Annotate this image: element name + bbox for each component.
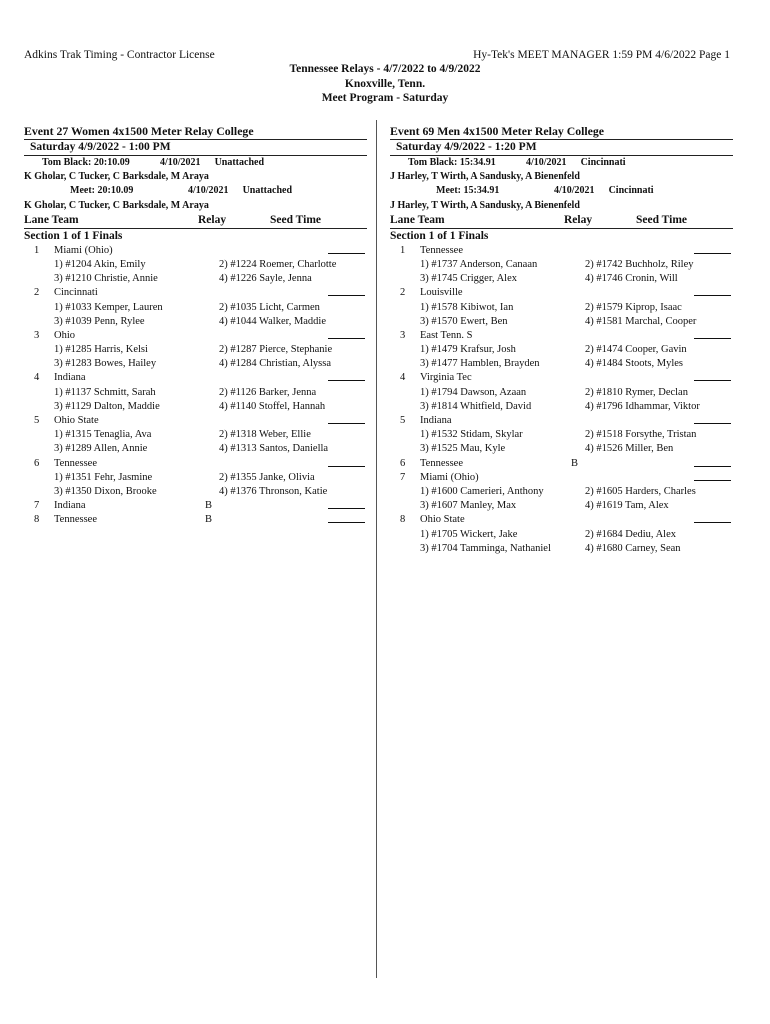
- meet-program: Meet Program - Saturday: [321, 92, 449, 104]
- athlete-leg: 3) #1129 Dalton, Maddie: [54, 400, 160, 412]
- athlete-leg: 3) #1210 Christie, Annie: [54, 273, 158, 285]
- record-label-time: [42, 156, 160, 170]
- team-name: Tennessee: [54, 514, 97, 526]
- meet-title: Tennessee Relays - 4/7/2022 to 4/9/2022: [289, 63, 481, 75]
- event-title: Event 69 Men 4x1500 Meter Relay College: [390, 124, 733, 140]
- seed-time-blank: [328, 508, 365, 509]
- athlete-leg: 1) #1315 Tenaglia, Ava: [54, 429, 152, 441]
- team-name: Indiana: [420, 415, 452, 426]
- lane-number: 4: [400, 372, 406, 384]
- athlete-row: [390, 315, 733, 329]
- relay-header: Relay: [198, 213, 227, 226]
- lane-number: 1: [400, 244, 406, 256]
- athlete-leg: 4) #1526 Miller, Ben: [585, 443, 674, 455]
- entry-row: [390, 286, 733, 300]
- seed-time-blank: [328, 423, 365, 424]
- seed-time-header: Seed Time: [636, 213, 688, 226]
- column-headers: [24, 213, 367, 229]
- athlete-leg: 1) #1204 Akin, Emily: [54, 258, 146, 270]
- record-label-time: [436, 184, 554, 198]
- seed-time-blank: [328, 338, 365, 339]
- seed-time-blank: [694, 380, 731, 381]
- event-column: [390, 124, 733, 556]
- software-timestamp: Hy-Tek's MEET MANAGER 1:59 PM 4/6/2022 Page 1: [473, 49, 730, 61]
- record-line: [390, 184, 733, 198]
- athlete-leg: 1) #1532 Stidam, Skylar: [420, 429, 523, 441]
- seed-time-blank: [328, 295, 365, 296]
- athlete-row: [390, 542, 733, 556]
- athlete-row: [24, 471, 367, 485]
- athlete-row: [390, 357, 733, 371]
- athlete-row: [24, 428, 367, 442]
- entry-row: [390, 457, 733, 471]
- athlete-leg: 1) #1033 Kemper, Lauren: [54, 301, 163, 313]
- record-line: [24, 184, 367, 198]
- record-label: Tom Black:: [408, 157, 458, 168]
- record-label: Meet:: [436, 185, 461, 197]
- athlete-leg: 2) #1126 Barker, Jenna: [219, 386, 317, 398]
- athlete-leg: 3) #1570 Ewert, Ben: [420, 315, 508, 327]
- athlete-leg: 1) #1285 Harris, Kelsi: [54, 344, 148, 356]
- license-text: Adkins Trak Timing - Contractor License: [24, 49, 215, 61]
- entry-row: [390, 414, 733, 428]
- team-name: Louisville: [420, 287, 463, 299]
- athlete-row: [390, 258, 733, 272]
- lane-number: 7: [34, 500, 40, 512]
- team-name: Indiana: [54, 500, 86, 512]
- record-label: Tom Black:: [42, 157, 92, 168]
- seed-time-blank: [328, 522, 365, 523]
- record-time: 15:34.91: [463, 185, 500, 197]
- athlete-row: [24, 400, 367, 414]
- seed-time-header: Seed Time: [270, 213, 322, 226]
- team-name: Tennessee: [420, 457, 463, 469]
- athlete-leg: 4) #1376 Thronson, Katie: [219, 485, 328, 497]
- meet-location: Knoxville, Tenn.: [344, 77, 426, 90]
- section-heading: Section 1 of 1 Finals: [24, 229, 123, 242]
- athlete-row: [24, 485, 367, 499]
- team-name: Ohio State: [420, 514, 465, 526]
- athlete-leg: 2) #1518 Forsythe, Tristan: [585, 429, 697, 441]
- athlete-leg: 4) #1746 Cronin, Will: [585, 273, 678, 285]
- seed-time-blank: [694, 466, 731, 467]
- seed-time-blank: [694, 295, 731, 296]
- relay-letter: B: [205, 514, 213, 526]
- athlete-row: [24, 272, 367, 286]
- athlete-leg: 1) #1794 Dawson, Azaan: [420, 386, 527, 398]
- lane-number: 3: [34, 329, 40, 341]
- athlete-row: [24, 357, 367, 371]
- entry-row: [390, 471, 733, 485]
- seed-time-blank: [328, 380, 365, 381]
- record-time: 20:10.09: [97, 185, 134, 197]
- lane-number: 8: [34, 514, 40, 526]
- lane-number: 2: [400, 287, 406, 299]
- athlete-leg: 1) #1479 Krafsur, Josh: [420, 344, 516, 356]
- athlete-row: [24, 301, 367, 315]
- record-team: Unattached: [242, 185, 293, 197]
- athlete-row: [390, 386, 733, 400]
- team-name: East Tenn. S: [420, 329, 473, 341]
- entry-row: [390, 244, 733, 258]
- athlete-leg: 3) #1350 Dixon, Brooke: [54, 485, 157, 497]
- team-name: Tennessee: [54, 457, 97, 469]
- record-line: [390, 156, 733, 170]
- event-date: Saturday 4/9/2022 - 1:20 PM: [390, 140, 733, 156]
- lane-number: 8: [400, 514, 406, 526]
- record-time: 15:34.91: [459, 157, 496, 168]
- lane-number: 6: [34, 457, 40, 469]
- entry-row: [24, 513, 367, 527]
- lane-number: 2: [34, 287, 40, 299]
- lane-number: 3: [400, 329, 406, 341]
- lane-number: 5: [400, 415, 406, 426]
- athlete-leg: 2) #1684 Dediu, Alex: [585, 528, 676, 540]
- athlete-leg: 4) #1140 Stoffel, Hannah: [219, 400, 326, 412]
- athlete-leg: 4) #1619 Tam, Alex: [585, 500, 669, 512]
- team-name: Tennessee: [420, 244, 463, 256]
- athlete-leg: 3) #1477 Hamblen, Brayden: [420, 358, 540, 370]
- athlete-leg: 2) #1355 Janke, Olivia: [219, 471, 315, 483]
- meet-header: [0, 62, 770, 106]
- athlete-leg: 2) #1224 Roemer, Charlotte: [219, 258, 337, 270]
- athlete-leg: 2) #1318 Weber, Ellie: [219, 429, 311, 441]
- athlete-leg: 1) #1705 Wickert, Jake: [420, 528, 518, 540]
- entry-row: [24, 244, 367, 258]
- team-name: Ohio: [54, 329, 75, 341]
- seed-time-blank: [694, 480, 731, 481]
- column-headers: [390, 213, 733, 229]
- team-name: Miami (Ohio): [420, 471, 479, 483]
- record-label: Meet:: [70, 185, 95, 197]
- athlete-row: [390, 528, 733, 542]
- entry-row: [24, 286, 367, 300]
- athlete-leg: 1) #1600 Camerieri, Anthony: [420, 485, 544, 497]
- athlete-leg: 3) #1525 Mau, Kyle: [420, 443, 506, 455]
- lane-team-header: Lane Team: [24, 213, 79, 226]
- lane-number: 4: [34, 372, 40, 384]
- athlete-leg: 3) #1814 Whitfield, David: [420, 400, 532, 412]
- team-name: Virginia Tec: [420, 372, 472, 384]
- lane-number: 1: [34, 244, 40, 256]
- athlete-leg: 3) #1704 Tamminga, Nathaniel: [420, 542, 551, 554]
- athlete-row: [24, 343, 367, 357]
- athlete-row: [390, 301, 733, 315]
- seed-time-blank: [328, 253, 365, 254]
- seed-time-blank: [694, 338, 731, 339]
- athlete-leg: 2) #1474 Cooper, Gavin: [585, 344, 687, 356]
- event-title: Event 27 Women 4x1500 Meter Relay College: [24, 124, 367, 140]
- team-name: Indiana: [54, 372, 86, 384]
- athlete-row: [24, 315, 367, 329]
- athlete-leg: 2) #1810 Rymer, Declan: [585, 386, 688, 398]
- athlete-leg: 1) #1737 Anderson, Canaan: [420, 258, 538, 270]
- record-names: J Harley, T Wirth, A Sandusky, A Bienenfeld: [390, 199, 580, 211]
- entry-row: [24, 414, 367, 428]
- athlete-leg: 3) #1283 Bowes, Hailey: [54, 358, 157, 370]
- record-names: J Harley, T Wirth, A Sandusky, A Bienenfeld: [390, 171, 580, 183]
- record-time: 20:10.09: [93, 157, 130, 168]
- entry-row: [390, 371, 733, 385]
- athlete-leg: 3) #1289 Allen, Annie: [54, 443, 148, 455]
- athlete-row: [390, 428, 733, 442]
- record-names: K Gholar, C Tucker, C Barksdale, M Araya: [24, 171, 209, 183]
- athlete-row: [390, 499, 733, 513]
- record-date: 4/10/2021: [160, 157, 201, 168]
- team-name: Ohio State: [54, 415, 99, 426]
- athlete-leg: 3) #1607 Manley, Max: [420, 500, 517, 512]
- athlete-leg: 4) #1796 Idhammar, Viktor: [585, 400, 700, 412]
- record-team: Cincinnati: [580, 157, 626, 168]
- athlete-leg: 4) #1313 Santos, Daniella: [219, 443, 329, 455]
- athlete-leg: 1) #1578 Kibiwot, Ian: [420, 301, 514, 313]
- athlete-row: [24, 442, 367, 456]
- entry-row: [24, 457, 367, 471]
- record-date: 4/10/2021: [188, 185, 229, 197]
- column-divider: [376, 120, 377, 978]
- entry-row: [390, 329, 733, 343]
- athlete-row: [390, 442, 733, 456]
- athlete-leg: 2) #1742 Buchholz, Riley: [585, 258, 694, 270]
- athlete-leg: 2) #1287 Pierce, Stephanie: [219, 344, 333, 356]
- athlete-row: [24, 386, 367, 400]
- seed-time-blank: [694, 423, 731, 424]
- record-team: Unattached: [214, 157, 265, 168]
- section-heading: Section 1 of 1 Finals: [390, 229, 489, 242]
- athlete-row: [390, 400, 733, 414]
- athlete-leg: 2) #1605 Harders, Charles: [585, 485, 696, 497]
- team-name: Miami (Ohio): [54, 244, 113, 256]
- athlete-leg: 3) #1745 Crigger, Alex: [420, 273, 517, 285]
- athlete-leg: 1) #1351 Fehr, Jasmine: [54, 471, 153, 483]
- relay-letter: B: [571, 457, 579, 469]
- athlete-row: [24, 258, 367, 272]
- athlete-leg: 2) #1035 Licht, Carmen: [219, 301, 320, 313]
- athlete-leg: 4) #1044 Walker, Maddie: [219, 315, 327, 327]
- record-line: [24, 156, 367, 170]
- athlete-row: [390, 485, 733, 499]
- entry-row: [24, 371, 367, 385]
- athlete-leg: 2) #1579 Kiprop, Isaac: [585, 301, 682, 313]
- athlete-leg: 3) #1039 Penn, Rylee: [54, 315, 145, 327]
- team-name: Cincinnati: [54, 287, 98, 299]
- record-label-time: [408, 156, 526, 170]
- athlete-leg: 4) #1484 Stoots, Myles: [585, 358, 684, 370]
- athlete-row: [390, 272, 733, 286]
- seed-time-blank: [328, 466, 365, 467]
- record-names: K Gholar, C Tucker, C Barksdale, M Araya: [24, 199, 209, 211]
- athlete-leg: 4) #1226 Sayle, Jenna: [219, 273, 312, 285]
- event-column: [24, 124, 367, 528]
- entry-row: [390, 513, 733, 527]
- relay-header: Relay: [564, 213, 593, 226]
- lane-number: 7: [400, 471, 406, 483]
- athlete-row: [390, 343, 733, 357]
- athlete-leg: 4) #1284 Christian, Alyssa: [219, 358, 331, 370]
- athlete-leg: 1) #1137 Schmitt, Sarah: [54, 386, 156, 398]
- lane-number: 6: [400, 457, 406, 469]
- relay-letter: B: [205, 500, 213, 512]
- event-date: Saturday 4/9/2022 - 1:00 PM: [24, 140, 367, 156]
- lane-number: 5: [34, 415, 40, 426]
- entry-row: [24, 329, 367, 343]
- seed-time-blank: [694, 253, 731, 254]
- record-label-time: [70, 184, 188, 198]
- entry-row: [24, 499, 367, 513]
- athlete-leg: 4) #1581 Marchal, Cooper: [585, 315, 697, 327]
- athlete-leg: 4) #1680 Carney, Sean: [585, 542, 681, 554]
- lane-team-header: Lane Team: [390, 213, 445, 226]
- seed-time-blank: [694, 522, 731, 523]
- record-team: Cincinnati: [608, 185, 654, 197]
- record-date: 4/10/2021: [526, 157, 567, 168]
- record-date: 4/10/2021: [554, 185, 595, 197]
